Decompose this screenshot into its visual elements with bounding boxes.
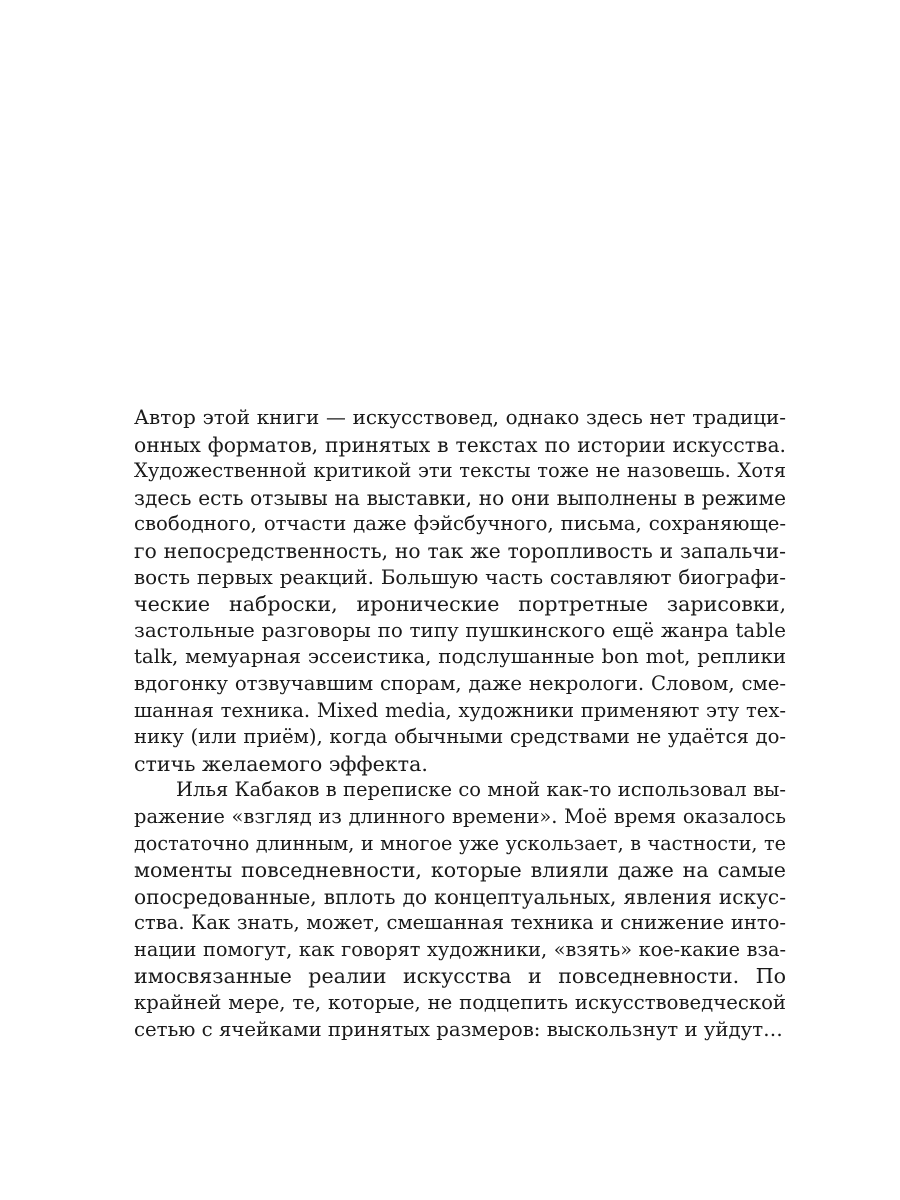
text-line: крайней мере, те, которые, не подцепить искусствоведческой [134,991,786,1015]
text-line: вость первых реакций. Большую часть составляют биографи- [134,565,786,589]
text-line: Илья Кабаков в переписке со мной как-то использовал вы- [176,778,786,802]
text-line: ражение «взгляд из длинного времени». Моё время оказалось [134,804,786,828]
text-line: моменты повседневности, которые влияли даже на самые [134,858,786,883]
body-text [134,405,786,1043]
text-line: имосвязанные реалии искусства и повседневности. По [134,964,786,989]
paragraph-2 [134,777,786,1043]
text-line: ства. Как знать, может, смешанная техника и снижение инто- [134,911,786,935]
text-line: нику (или приём), когда обычными средствами не удаётся до- [134,725,786,749]
text-line: Автор этой книги — искусствовед, однако здесь нет традици- [134,406,786,429]
paragraph-1 [134,405,786,777]
text-line: свободного, отчасти даже фэйсбучного, письма, сохраняюще- [134,512,786,536]
text-line: вдогонку отзвучавшим спорам, даже некрологи. Словом, сме- [134,671,786,695]
text-line: здесь есть отзывы на выставки, но они выполнены в режиме [134,485,786,510]
text-line: нации помогут, как говорят художники, «взять» кое-какие вза- [134,937,786,961]
text-line: ческие наброски, иронические портретные зарисовки, [134,592,786,617]
text-line: достаточно длинным, и многое уже ускользает, в частности, те [134,831,786,855]
text-line: Художественной критикой эти тексты тоже не назовешь. Хотя [134,459,786,483]
text-line: опосредованные, вплоть до концептуальных, явления искус- [134,884,786,909]
text-line: стичь желаемого эффекта. [134,751,428,776]
text-line: сетью с ячейками принятых размеров: выскользнут и уйдут… [134,1017,783,1041]
text-line: застольные разговоры по типу пушкинского ещё жанра table [134,618,786,642]
text-line: го непосредственность, но так же торопливость и запальчи- [134,538,786,563]
text-line: онных форматов, принятых в текстах по истории искусства. [134,432,786,457]
text-line: talk, мемуарная эссеистика, подслушанные bon mot, реплики [134,645,786,669]
text-line: шанная техника. Mixed media, художники применяют эту тех- [134,698,786,722]
